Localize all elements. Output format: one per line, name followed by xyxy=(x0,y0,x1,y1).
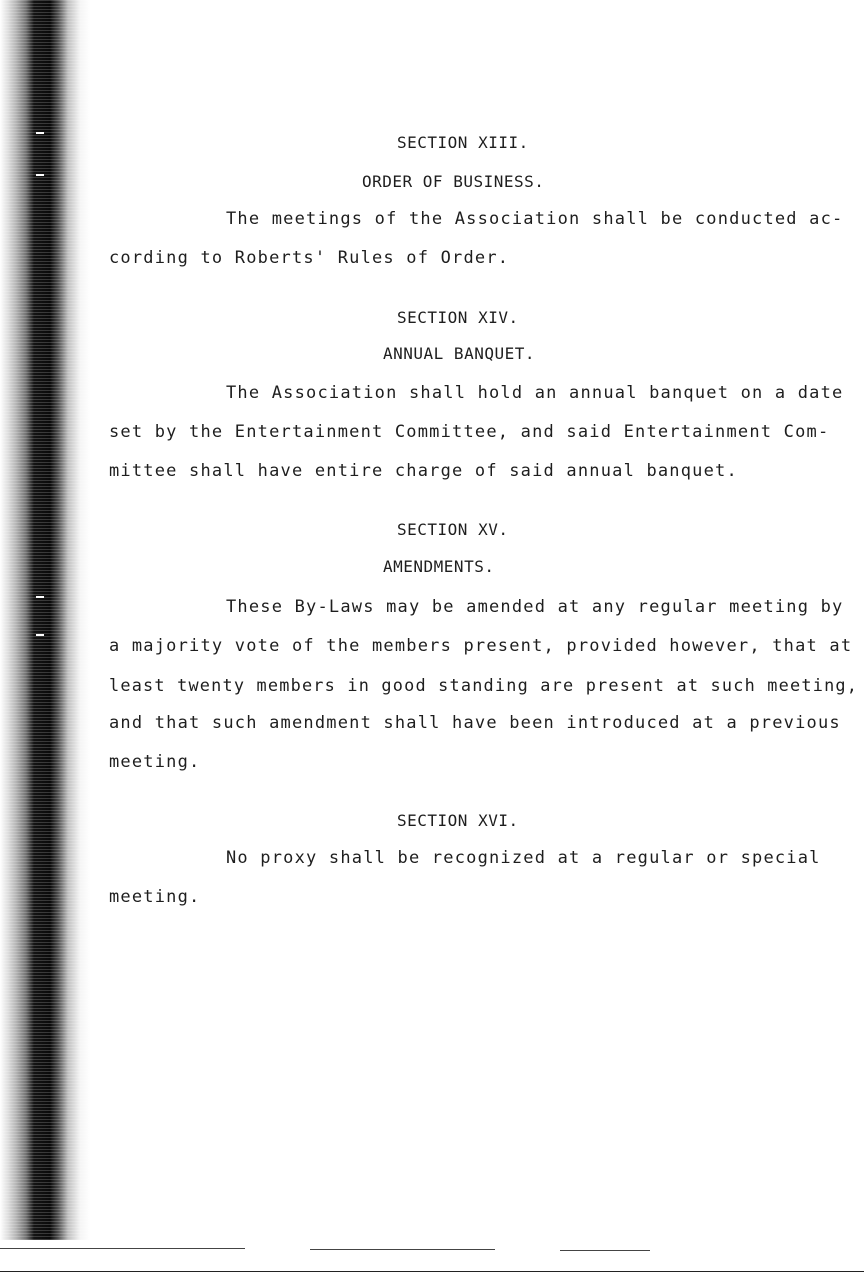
section-title: ORDER OF BUSINESS. xyxy=(362,172,545,191)
paragraph-line: and that such amendment shall have been introduced at a previous xyxy=(109,713,841,733)
binding-mark xyxy=(36,634,44,636)
section-title: ANNUAL BANQUET. xyxy=(383,344,535,363)
scanned-binding-edge xyxy=(0,0,90,1240)
paragraph-line: a majority vote of the members present, provided however, that at xyxy=(109,636,853,656)
binding-mark xyxy=(36,174,44,176)
scan-edge-line xyxy=(560,1250,650,1251)
binding-mark xyxy=(36,132,44,134)
paragraph-line: meeting. xyxy=(109,887,201,907)
section-heading: SECTION XIII. xyxy=(397,133,529,152)
paragraph-line: least twenty members in good standing are present at such meeting, xyxy=(109,675,859,695)
paragraph-line: These By-Laws may be amended at any regular meeting by xyxy=(226,597,844,617)
paragraph-line: meeting. xyxy=(109,752,201,772)
paragraph-line: No proxy shall be recognized at a regular or special xyxy=(226,848,821,868)
section-heading: SECTION XVI. xyxy=(397,811,519,830)
scan-edge-line xyxy=(310,1249,495,1250)
binding-mark xyxy=(36,596,44,598)
paragraph-line: cording to Roberts' Rules of Order. xyxy=(109,248,510,268)
section-heading: SECTION XIV. xyxy=(397,308,519,327)
section-heading: SECTION XV. xyxy=(397,520,509,539)
section-title: AMENDMENTS. xyxy=(383,557,495,576)
paragraph-line: mittee shall have entire charge of said annual banquet. xyxy=(109,461,738,481)
scan-edge-line xyxy=(0,1248,245,1249)
paragraph-line: The Association shall hold an annual banquet on a date xyxy=(226,383,844,403)
paragraph-line: The meetings of the Association shall be conducted ac- xyxy=(226,209,844,229)
scan-edge-line xyxy=(0,1271,864,1272)
paragraph-line: set by the Entertainment Committee, and said Entertainment Com- xyxy=(109,422,830,442)
